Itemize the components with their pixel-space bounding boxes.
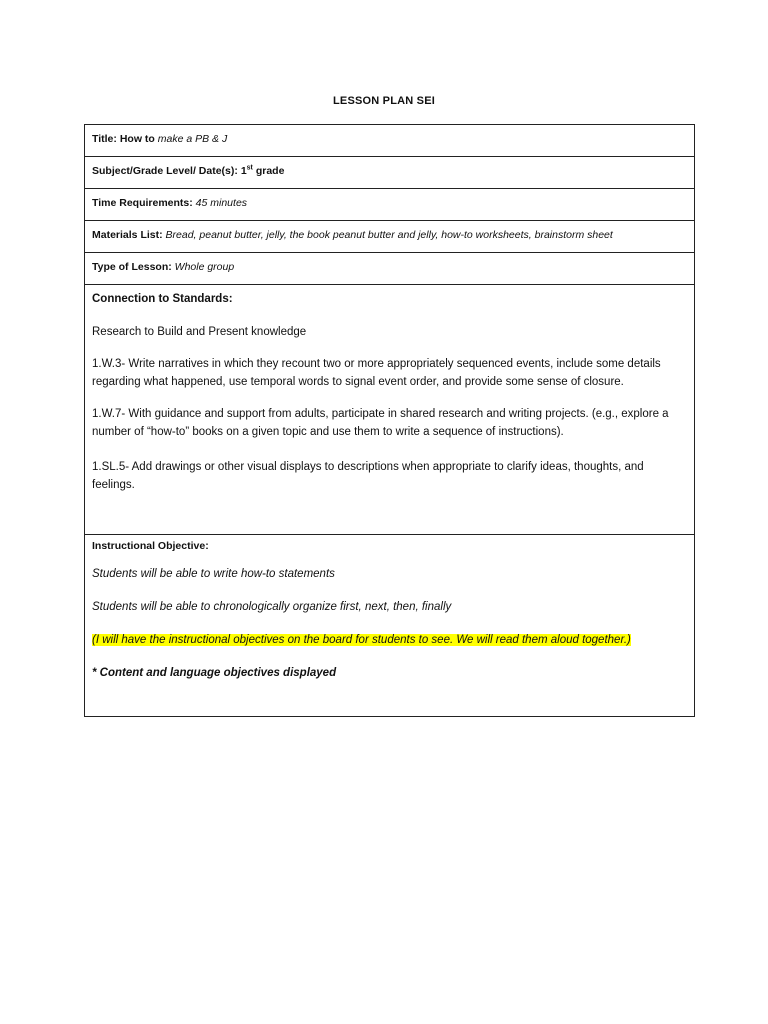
objective-item: Students will be able to write how-to statements [92, 568, 335, 580]
standard-item: 1.W.3- Write narratives in which they recount two or more appropriately sequenced events, include some details regarding what happened, use temporal words to signal event order, and provide some sense of closure. [92, 358, 661, 388]
standards-subheading: Research to Build and Present knowledge [92, 325, 307, 338]
standard-item: 1.SL.5- Add drawings or other visual displays to descriptions when appropriate to clarify ideas, thoughts, and feelings. [92, 461, 644, 491]
grade-word: grade [255, 165, 285, 177]
lesson-type-value: Whole group [174, 261, 235, 273]
grade-number: 1 [240, 165, 247, 177]
objectives-footer-note: * Content and language objectives displayed [92, 667, 337, 679]
time-row [85, 189, 694, 221]
subject-label: Subject/Grade Level/ Date(s): [92, 165, 238, 177]
standard-item: 1.W.7- With guidance and support from adults, participate in shared research and writing projects. (e.g., explore a number of “how-to” books on a given topic and use them to write a sequence of instructions). [92, 408, 669, 438]
lesson-type-row [85, 253, 694, 285]
objectives-section [85, 535, 694, 716]
objectives-heading: Instructional Objective: [92, 540, 209, 552]
highlighted-note: (I will have the instructional objectives on the board for students to see. We will read them aloud together.) [92, 634, 631, 646]
objective-item: Students will be able to chronologically organize first, next, then, finally [92, 601, 452, 613]
time-value: 45 minutes [195, 197, 248, 209]
materials-label: Materials List: [92, 229, 163, 241]
title-row [85, 125, 694, 157]
lesson-type-label: Type of Lesson: [92, 261, 172, 273]
materials-value: Bread, peanut butter, jelly, the book peanut butter and jelly, how-to worksheets, brainstorm sheet [165, 229, 613, 241]
materials-row [85, 221, 694, 253]
grade-suffix: st [246, 164, 253, 172]
lesson-plan-table [84, 124, 695, 717]
document-title: LESSON PLAN SEI [332, 95, 436, 107]
subject-grade-row [85, 157, 694, 189]
title-how-to: How to [119, 133, 155, 145]
standards-section [85, 285, 694, 535]
time-label: Time Requirements: [92, 197, 193, 209]
title-value: make a PB & J [157, 133, 228, 145]
title-label: Title: [92, 133, 117, 145]
standards-heading: Connection to Standards: [92, 293, 233, 305]
